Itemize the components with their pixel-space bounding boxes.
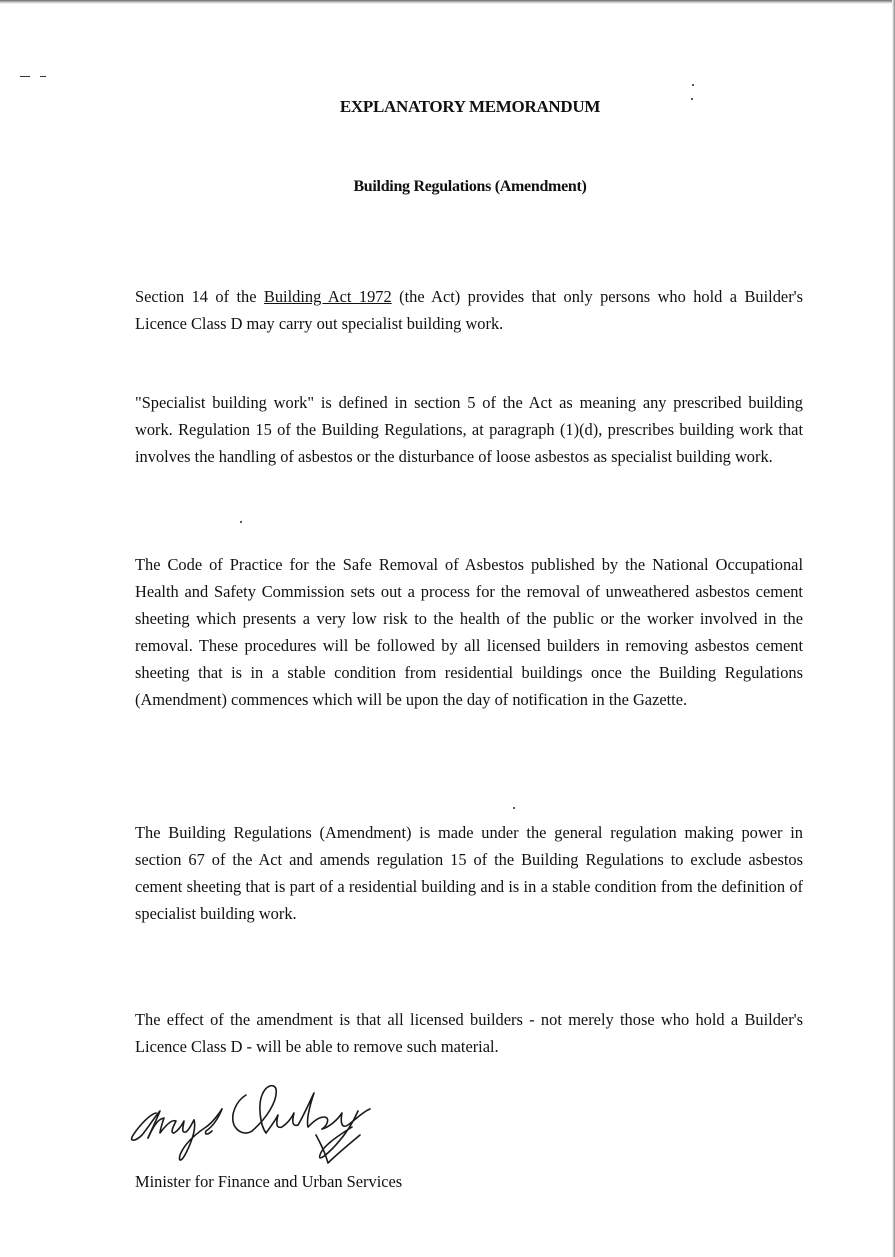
page-subtitle: Building Regulations (Amendment) — [353, 178, 587, 195]
scan-edge-top — [0, 0, 895, 4]
signature-image — [126, 1075, 386, 1170]
scan-speck — [240, 521, 242, 523]
paragraph-text: Section 14 of the — [135, 287, 264, 306]
paragraph-effect: The effect of the amendment is that all licensed builders - not merely those who hold a Builder's Licence Class D - will be able to remove such material. — [135, 1010, 803, 1056]
scan-mark — [20, 76, 30, 77]
page-title: EXPLANATORY MEMORANDUM — [339, 97, 601, 116]
paragraph-text: (the Act) provides that only persons who hold a Builder's Licence Class D may carry out specialist building work. — [135, 287, 803, 333]
scan-speck — [513, 807, 515, 809]
signatory-title: Minister for Finance and Urban Services — [135, 1172, 403, 1191]
paragraph-section-14 — [135, 283, 803, 337]
paragraph-specialist-definition: "Specialist building work" is defined in section 5 of the Act as meaning any prescribed building work. Regulation 15 of the Building Regulations, at paragraph (1)(d), prescribes building work that involves the handling of asbestos or the disturbance of loose asbestos as specialist building work. — [135, 393, 803, 466]
scan-mark — [40, 76, 46, 77]
scan-speck — [692, 84, 694, 86]
paragraph-amendment-power: The Building Regulations (Amendment) is made under the general regulation making power in section 67 of the Act and amends regulation 15 of the Building Regulations to exclude asbestos cement sheeting that is part of a residential building and is in a stable condition from the definition of specialist building work. — [135, 823, 803, 923]
paragraph-code-of-practice: The Code of Practice for the Safe Removal of Asbestos published by the National Occupational Health and Safety Commission sets out a process for the removal of unweathered asbestos cement sheeting which presents a very low risk to the health of the public or the worker involved in the removal. These procedures will be followed by all licensed builders in removing asbestos cement sheeting that is in a stable condition from residential buildings once the Building Regulations (Amendment) commences which will be upon the day of notification in the Gazette. — [135, 555, 803, 709]
building-act-link[interactable]: Building Act 1972 — [263, 287, 392, 306]
